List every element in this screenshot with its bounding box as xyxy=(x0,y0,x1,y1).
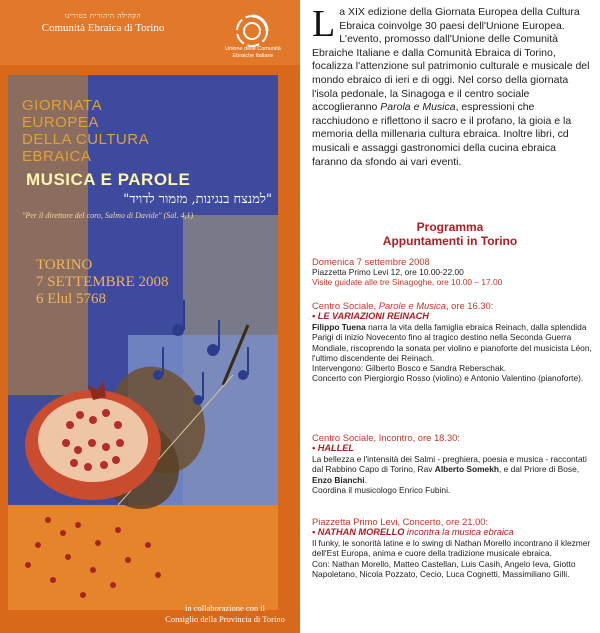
event-title: • LE VARIAZIONI REINACH xyxy=(312,311,429,321)
ucei-logo-name: Unione delle Comunità Ebraiche Italiane xyxy=(225,46,281,59)
event-description: La bellezza e l'intensità dei Salmi - preghiera, poesia e musica - raccontati dal Rabbino Capo di Torino, Rav Alberto Somekh, e dal Priore di Bose, Enzo Bianchi. xyxy=(312,454,587,485)
opening-hours: Piazzetta Primo Levi 12, ore 10.00-22.00 xyxy=(312,267,464,277)
ucei-logo-icon xyxy=(235,14,269,48)
organization-header xyxy=(28,12,178,34)
event-hallel xyxy=(312,432,592,495)
event-day: Domenica 7 settembre 2008 xyxy=(312,256,430,267)
event-speakers: Intervengono: Gilberto Bosco e Sandra Reberschak. xyxy=(312,363,507,374)
program-title: Programma Appuntamenti in Torino xyxy=(382,220,518,248)
poster-date: TORINO 7 SETTEMBRE 2008 6 Elul 5768 xyxy=(36,257,169,307)
intro-paragraph: La XIX edizione della Giornata Europea della Cultura Ebraica coinvolge 30 paesi dell'Unione Europea. L'evento, promosso dall'Unione delle Comunità Ebraiche Italiane e dalla Comunità Ebraica di Torino, focalizza l'attenzione sul patrimonio culturale e musicale del mondo ebraico di ieri e di oggi. Nel corso della giornata l'isola pedonale, la Sinagoga e il centro sociale accoglieranno Parola e Musica, espressioni che racchiudono e riflettono il sacro e il profano, la gioia e la memoria della millenaria cultura ebraica. Inoltre libri, cd musicali e assaggi gastronomici della cucina ebraica faranno da sfondo ai vari eventi. xyxy=(312,3,590,168)
schedule-general xyxy=(312,256,592,288)
guided-visits: Visite guidate alle tre Sinagoghe, ore 10.00 – 17.00 xyxy=(312,277,503,288)
program-panel xyxy=(300,0,600,633)
event-performers: Con: Nathan Morello, Matteo Castellan, Luis Casih, Angelo Ieva, Giotto Napoletano, Nicola Pozzato, Cecio, Luca Cognetti, Massimiliano Gilli. xyxy=(312,558,576,579)
poster-title: GIORNATA EUROPEA DELLA CULTURA EBRAICA xyxy=(22,97,150,165)
organization-hebrew-name: הקהילה היהודית בטורינו xyxy=(64,12,142,20)
poster-caption: "Per il direttore del coro, Salmo di Davide" (Sal. 4,1) xyxy=(22,211,194,220)
event-title: • NATHAN MORELLO incontra la musica ebraica xyxy=(312,527,514,537)
credits: in collaborazione con il Consiglio della Provincia di Torino xyxy=(165,603,285,624)
poster-subtitle: MUSICA E PAROLE xyxy=(26,170,191,189)
event-coordinator: Coordina il musicologo Enrico Fubini. xyxy=(312,484,451,495)
event-reinach xyxy=(312,300,592,384)
event-concert: Concerto con Piergiorgio Rosso (violino) e Antonio Valentino (pianoforte). xyxy=(312,373,584,384)
pomegranate-seeds xyxy=(25,517,161,598)
drop-cap: L xyxy=(312,3,336,45)
event-title: • HALLEL xyxy=(312,443,355,453)
event-heading: Centro Sociale, Incontro, ore 18.30: xyxy=(312,432,461,443)
event-description: Filippo Tuena narra la vita della famiglia ebraica Reinach, dalla splendida Parigi di inizio Novecento fino al tragico destino nella Seconda Guerra Mondiale, riscoprendo la sonata per violino e pianoforte del musicista Léon, l'ultimo discendente dei Reinach. xyxy=(312,322,592,363)
event-description: Il funky, le sonorità latine e lo swing di Nathan Morello incontrano il klezmer dell'Est Europa, anima e cuore della tradizione musicale ebraica. xyxy=(312,538,591,559)
event-nathan-morello xyxy=(312,516,592,579)
poster-hebrew-quote: "למנצח בנגינות, מזמור לדויד" xyxy=(123,192,272,207)
organization-name: Comunità Ebraica di Torino xyxy=(41,22,165,34)
event-heading: Piazzetta Primo Levi, Concerto, ore 21.00: xyxy=(312,516,489,527)
event-heading: Centro Sociale, Parole e Musica, ore 16.30: xyxy=(312,300,494,311)
poster-artwork xyxy=(8,75,278,610)
